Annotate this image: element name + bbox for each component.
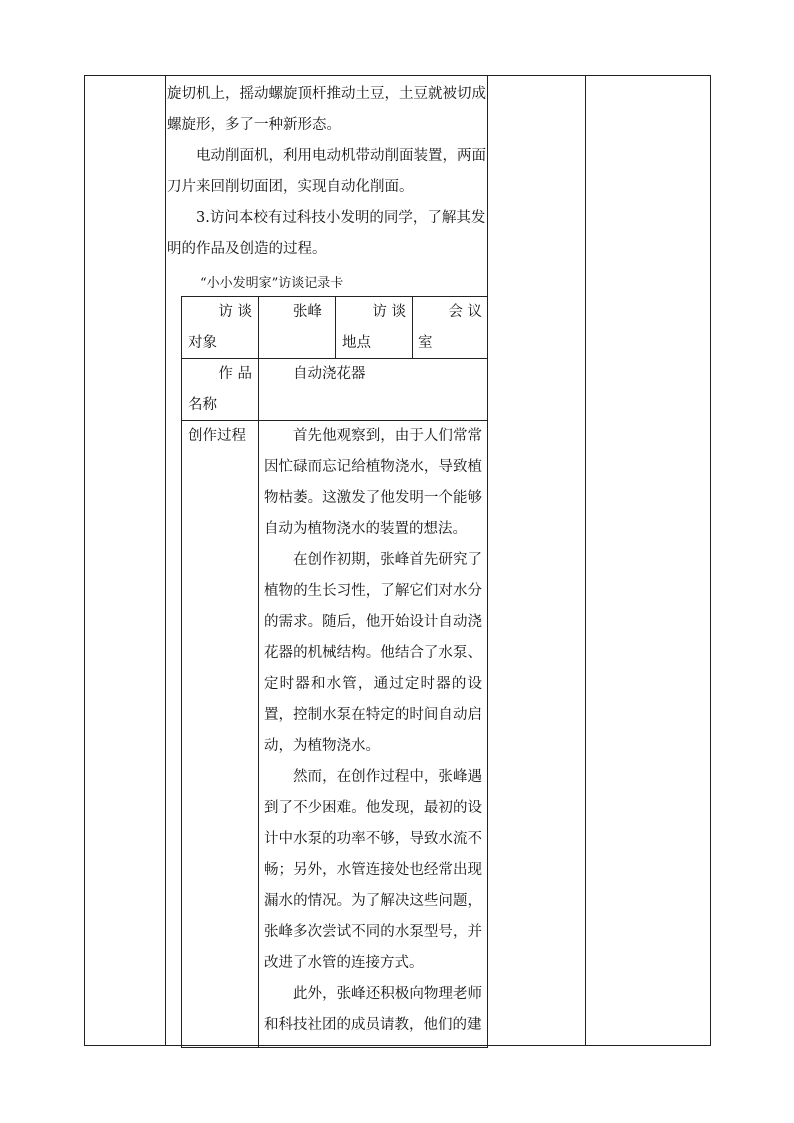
process-paragraph: 在创作初期，张峰首先研究了植物的生长习性，了解它们对水分的需求。随后，他开始设计自动浇花器的机械结构。他结合了水泵、定时器和水管，通过定时器的设置，控制水泵在特定的时间自动启动，为植物浇水。 — [264, 552, 482, 754]
process-text — [264, 421, 482, 1041]
card-divider — [258, 297, 259, 1048]
interviewee-label: 访 谈 对象 — [188, 304, 252, 351]
work-name-label: 作 品 名称 — [188, 366, 252, 413]
paragraph-noodle-machine: 电动削面机，利用电动机带动削面装置，两面刀片来回削切面团，实现自动化削面。 — [167, 148, 486, 195]
content-column — [167, 76, 489, 294]
paragraph-potato-cutter: 旋切机上，摇动螺旋顶杆推动土豆，土豆就被切成螺旋形，多了一种新形态。 — [167, 86, 486, 133]
interview-record-card — [181, 296, 488, 1048]
process-label: 创作过程 — [188, 428, 246, 444]
location-value: 会 议 室 — [418, 304, 482, 351]
process-paragraph: 然而，在创作过程中，张峰遇到了不少困难。他发现，最初的设计中水泵的功率不够，导致水流不畅；另外，水管连接处也经常出现漏水的情况。为了解决这些问题，张峰多次尝试不同的水泵型号，并改进了水管的连接方式。 — [264, 769, 482, 971]
card-caption: “小小发明家”访谈记录卡 — [200, 276, 344, 291]
process-paragraph: 首先他观察到，由于人们常常因忙碌而忘记给植物浇水，导致植物枯萎。这激发了他发明一个能够自动为植物浇水的装置的想法。 — [264, 428, 482, 537]
location-label: 访 谈 地点 — [342, 304, 406, 351]
interviewee-value: 张峰 — [293, 304, 322, 320]
card-divider — [412, 297, 413, 358]
work-name-value: 自动浇花器 — [293, 366, 366, 382]
paragraph-interview-task: 3.访问本校有过科技小发明的同学，了解其发明的作品及创造的过程。 — [167, 210, 486, 257]
column-divider — [585, 76, 586, 1045]
lesson-plan-table — [84, 75, 711, 1046]
process-paragraph: 此外，张峰还积极向物理老师和科技社团的成员请教，他们的建 — [264, 986, 482, 1033]
card-divider — [335, 297, 336, 358]
column-divider — [165, 76, 166, 1045]
